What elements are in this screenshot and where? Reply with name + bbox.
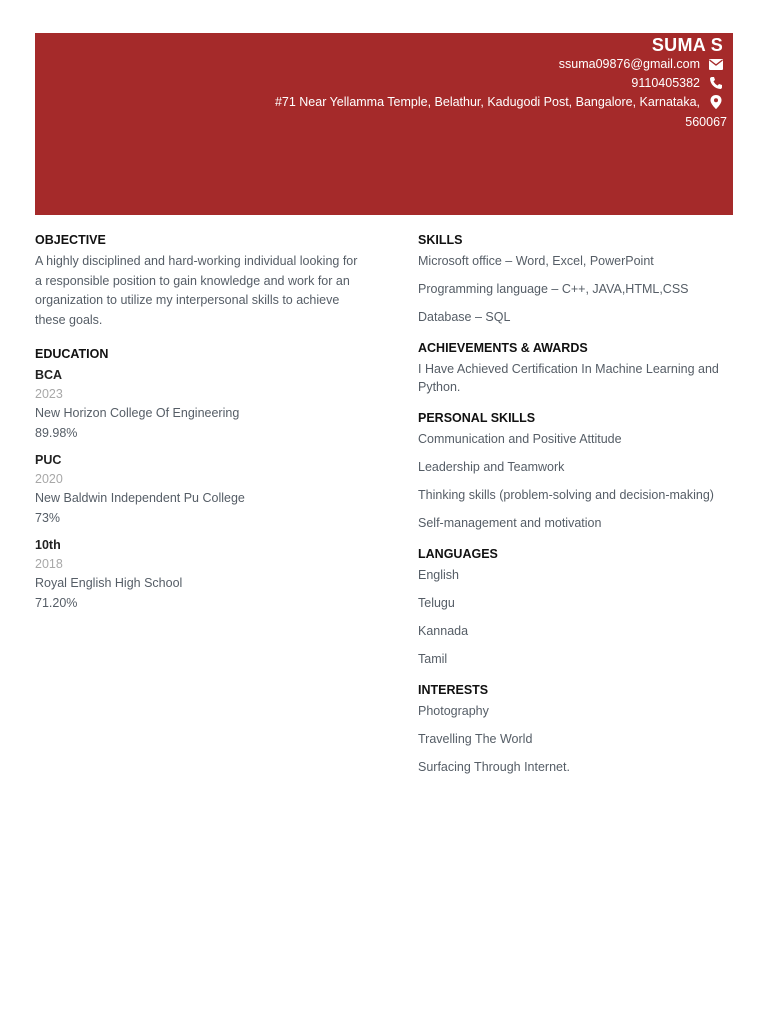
education-year: 2023 bbox=[35, 387, 63, 401]
right-column bbox=[418, 232, 728, 790]
skill-item: Microsoft office – Word, Excel, PowerPoint bbox=[418, 254, 654, 268]
language-item: Telugu bbox=[418, 596, 455, 610]
personal-skills-section bbox=[418, 410, 728, 532]
personal-skill-item: Thinking skills (problem-solving and decision-making) bbox=[418, 488, 714, 502]
education-entry bbox=[35, 536, 365, 613]
interest-item: Surfacing Through Internet. bbox=[418, 760, 570, 774]
skill-item: Programming language – C++, JAVA,HTML,CSS bbox=[418, 282, 689, 296]
education-degree: 10th bbox=[35, 538, 61, 552]
personal-skills-title: PERSONAL SKILLS bbox=[418, 411, 536, 425]
skills-section bbox=[418, 232, 728, 326]
contact-address bbox=[275, 95, 723, 109]
skill-item: Database – SQL bbox=[418, 310, 511, 324]
interests-title: INTERESTS bbox=[418, 683, 489, 697]
language-item: English bbox=[418, 568, 459, 582]
education-entry bbox=[35, 366, 365, 443]
interests-section bbox=[418, 682, 728, 776]
address-text: #71 Near Yellamma Temple, Belathur, Kadugodi Post, Bangalore, Karnataka, bbox=[274, 95, 700, 109]
phone-text[interactable]: 9110405382 bbox=[631, 76, 700, 90]
interest-item: Photography bbox=[418, 704, 489, 718]
languages-title: LANGUAGES bbox=[418, 547, 498, 561]
education-title: EDUCATION bbox=[35, 347, 109, 361]
objective-text: A highly disciplined and hard-working individual looking for a responsible position to gain knowledge and work for an organization to utilize my interpersonal skills to achieve these goals. bbox=[35, 254, 358, 327]
education-institute: New Baldwin Independent Pu College bbox=[35, 491, 245, 505]
resume-header bbox=[35, 33, 733, 215]
education-score: 73% bbox=[35, 510, 61, 525]
phone-icon bbox=[709, 76, 723, 90]
objective-title: OBJECTIVE bbox=[35, 233, 106, 247]
education-entry bbox=[35, 451, 365, 528]
languages-section bbox=[418, 546, 728, 668]
education-institute: New Horizon College Of Engineering bbox=[35, 406, 240, 420]
map-marker-icon bbox=[709, 95, 723, 109]
education-degree: PUC bbox=[35, 453, 62, 467]
skills-title: SKILLS bbox=[418, 233, 463, 247]
envelope-icon bbox=[709, 57, 723, 71]
email-text[interactable]: ssuma09876@gmail.com bbox=[558, 57, 700, 71]
left-column bbox=[35, 232, 365, 627]
education-year: 2020 bbox=[35, 472, 63, 486]
objective-section bbox=[35, 232, 365, 330]
education-institute: Royal English High School bbox=[35, 576, 183, 590]
education-section bbox=[35, 346, 365, 613]
education-year: 2018 bbox=[35, 557, 63, 571]
language-item: Tamil bbox=[418, 652, 448, 666]
education-score: 71.20% bbox=[35, 595, 78, 610]
personal-skill-item: Leadership and Teamwork bbox=[418, 460, 565, 474]
candidate-name: SUMA S bbox=[651, 35, 723, 55]
address-postcode: 560067 bbox=[685, 115, 727, 129]
interest-item: Travelling The World bbox=[418, 732, 533, 746]
language-item: Kannada bbox=[418, 624, 469, 638]
achievements-section bbox=[418, 340, 728, 396]
achievements-title: ACHIEVEMENTS & AWARDS bbox=[418, 341, 588, 355]
achievement-item: I Have Achieved Certification In Machine Learning and Python. bbox=[418, 362, 719, 394]
education-score: 89.98% bbox=[35, 425, 78, 440]
contact-phone bbox=[631, 76, 723, 90]
contact-email bbox=[559, 57, 723, 71]
personal-skill-item: Self-management and motivation bbox=[418, 516, 602, 530]
personal-skill-item: Communication and Positive Attitude bbox=[418, 432, 622, 446]
education-degree: BCA bbox=[35, 368, 63, 382]
